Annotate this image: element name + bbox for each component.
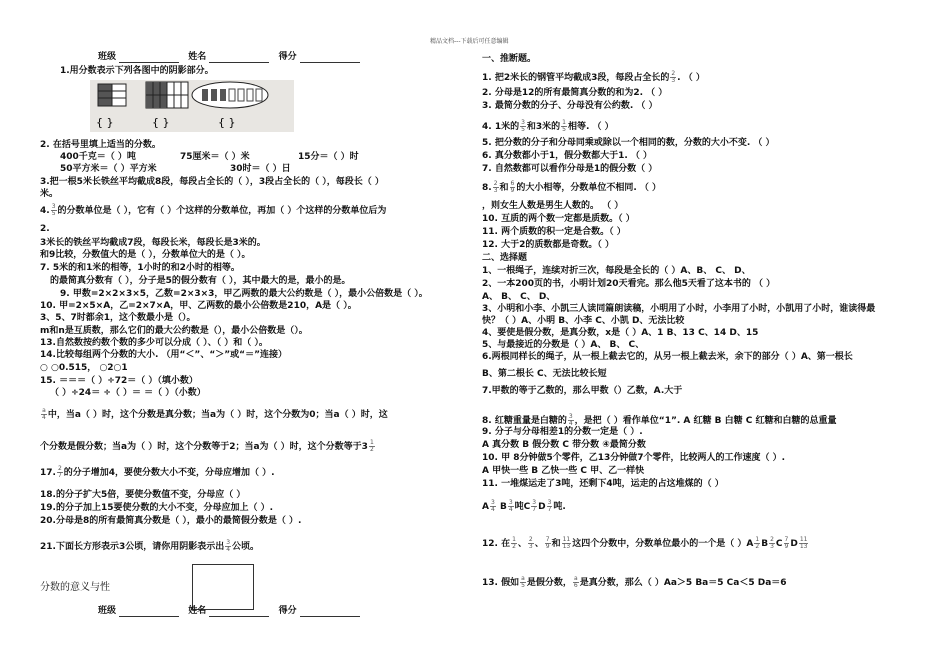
q17 <box>40 466 275 479</box>
c-q11-frac-b <box>508 500 514 513</box>
q2-b: 75厘米＝（ ）米 <box>180 152 250 162</box>
r12c-num: 7 <box>545 536 550 543</box>
r4a-den: 5 <box>521 126 525 133</box>
name-blank-bottom[interactable] <box>209 607 269 617</box>
c-q10-options: A 甲快一些 B 乙快一些 C 甲、乙一样快 <box>482 466 645 476</box>
c-q5: 5、与最接近的分数是（ ）A、 B、 C、 <box>482 340 645 350</box>
name-label: 姓名 <box>188 52 207 62</box>
r12f-den: 3 <box>770 543 774 550</box>
q16-text: 中，当a（ ）时，这个分数是真分数；当a为（ ）时，这个分数为0；当a（ ）时，这 <box>47 410 388 420</box>
name-blank[interactable] <box>209 53 269 63</box>
q16-mixed-fraction <box>369 440 375 453</box>
q21 <box>40 540 259 553</box>
c-q2: 2、一本200页的书，小明计划20天看完。那么他5天看了这本书的 （ ） <box>482 279 776 289</box>
c-q11-a: A <box>482 502 489 512</box>
c-q7: 7.甲数的等于乙数的，那么甲数（）乙数，A.大于 <box>482 386 683 396</box>
c-q13-options: 是真分数，那么（ ）Aa＞5 Ba＝5 Ca＜5 Da＝6 <box>579 578 787 588</box>
c-q12-frac-b <box>528 537 534 550</box>
r11d-num: 3 <box>547 499 552 506</box>
c-q11-d: D <box>538 502 546 512</box>
svg-text:{ }: { } <box>218 116 236 129</box>
c-q2-options: A、 B、 C、 D、 <box>482 292 556 302</box>
r11d-den: 7 <box>547 506 552 513</box>
c-q11-unit: 吨. <box>553 502 566 512</box>
c-q4: 4、要使是假分数，是真分数，x是（ ）A、1 B、13 C、14 D、15 <box>482 328 759 338</box>
c-q12-b: B <box>761 539 769 549</box>
q17-den: 7 <box>57 472 62 479</box>
c-q12-text: 12. 在 <box>482 539 511 549</box>
r1-den: 3 <box>671 77 676 84</box>
r11a-den: 4 <box>490 506 495 513</box>
q17-number: 17. <box>40 468 56 478</box>
q1: 1.用分数表示下列各图中的阴影部分。 <box>60 66 214 76</box>
q7: 7. 5米的和1米的相等，1小时的和2小时的相等。 <box>40 263 240 273</box>
r11b-den: 4 <box>508 506 513 513</box>
r-q4-b: 和3米的 <box>526 122 561 132</box>
q2-e: 30时＝（ ）日 <box>230 164 291 174</box>
r12b-den: 3 <box>528 543 533 550</box>
r-q5: 5. 把分数的分子和分母同乘或除以一个相同的数，分数的大小不变. （ ） <box>482 138 775 148</box>
r13a-num: a <box>521 575 525 582</box>
c-q3: 3、小明和小李、小凯三人读同篇朗读稿，小明用了小时，小李用了小时，小凯用了小时，谁读得最 <box>482 304 876 314</box>
r8a-num: 2 <box>493 180 498 187</box>
q15: 15. ＝＝＝（ ）÷72＝（ ）（填小数） <box>40 376 198 386</box>
q4-number: 4. <box>40 206 50 216</box>
r12g-num: 7 <box>784 536 789 543</box>
r12d-den: 13 <box>562 543 571 550</box>
r1-num: 2 <box>671 70 676 77</box>
r8b-den: 9 <box>510 187 515 194</box>
c-q12-sep2: 、 <box>534 539 544 549</box>
c-q12-frac-a <box>511 537 517 550</box>
q2-c: 15分＝（ ）时 <box>298 152 359 162</box>
c-q8-options: ，是把（ ）看作单位“1”. A 红糖 B 白糖 C 红糖和白糖的总重量 <box>574 416 837 426</box>
q16 <box>40 408 388 421</box>
r-q4-a: 4. 1米的 <box>482 122 520 132</box>
q4-den: 5 <box>51 210 56 217</box>
r13b-den: 6 <box>573 582 578 589</box>
q8: 的最简真分数有（ ），分子是5的假分数有（ ），其中最大的是，最小的是。 <box>50 276 351 286</box>
shaded-figures <box>90 80 294 132</box>
r-q3: 3. 最简分数的分子、分母没有公约数. （ ） <box>482 101 658 111</box>
c-q11-frac-c <box>531 500 537 513</box>
r-q8-text: 的大小相等，分数单位不相同. （ ） <box>516 183 662 193</box>
q6: 和9比较，分数值大的是（ ），分数单位大的是（ ）。 <box>40 250 251 260</box>
c-q12-sep1: 、 <box>517 539 527 549</box>
score-blank[interactable] <box>300 53 360 63</box>
q21-den: 4 <box>226 546 231 553</box>
r4b-num: 1 <box>562 119 566 126</box>
q9: 9. 甲数=2×2×3×5，乙数=2×3×3，甲乙两数的最大公约数是（ ），最小公倍数是（ ）。 <box>60 289 428 299</box>
r-q8-frac-b <box>510 181 516 194</box>
q20: 20.分母是8的所有最简真分数是（ ），最小的最简假分数是（ ）. <box>40 516 302 526</box>
r-q6: 6. 真分数都小于1，假分数都大于1. （ ） <box>482 151 653 161</box>
q2-a: 400千克＝（ ）吨 <box>60 152 136 162</box>
q5: 3米长的铁丝平均截成7段，每段长米，每段长是3米的。 <box>40 238 266 248</box>
r12c-den: 9 <box>545 543 550 550</box>
q21-fraction <box>225 540 231 553</box>
right-column <box>482 0 932 672</box>
q13: 13.自然数按约数个数的多少可以分成（ ）、（ ）和（ ）。 <box>40 338 268 348</box>
r8a-den: 3 <box>493 187 498 194</box>
q4-num: 3 <box>51 203 56 210</box>
c-q12-opt-d <box>799 537 809 550</box>
r12e-num: 1 <box>755 536 760 543</box>
r-q4-frac-a <box>520 120 526 133</box>
c-q12-frac-d <box>562 537 572 550</box>
r4a-num: 3 <box>521 119 525 126</box>
c-q10: 10. 甲 8分钟做5个零件，乙13分钟做7个零件，比较两人的工作速度（ ）. <box>482 453 786 463</box>
r12d-num: 11 <box>562 536 571 543</box>
r-q8-frac-a <box>493 181 499 194</box>
score-label: 得分 <box>278 52 297 62</box>
watermark: 精品文档---下载后可任意编辑 <box>430 38 509 45</box>
c-q11-options <box>482 500 566 513</box>
q15-cont: （ ）÷24＝ ÷（ ）＝ ＝（ ）（小数） <box>50 388 206 398</box>
r-q8-and: 和 <box>499 183 509 193</box>
q17-fraction <box>57 466 63 479</box>
rectangle-3-hectares[interactable] <box>192 564 254 610</box>
r-q9: ，则女生人数是男生人数的。 （ ） <box>482 201 624 211</box>
r12e-den: 2 <box>755 543 760 550</box>
q10: 10. 甲=2×5×A，乙=2×7×A，甲、乙两数的最小公倍数是210，A是（ ）。 <box>40 301 357 311</box>
left-column <box>40 0 480 672</box>
c-q8-text: 8. 红糖重量是白糖的 <box>482 416 567 426</box>
r12f-num: 2 <box>770 536 774 543</box>
section-title: 分数的意义与性 <box>40 582 110 593</box>
c-q12-frac-c <box>545 537 551 550</box>
score-blank-bottom[interactable] <box>300 607 360 617</box>
c-q12-and: 和 <box>551 539 561 549</box>
c-q12-opt-c <box>784 537 790 550</box>
r13b-num: a <box>573 575 578 582</box>
class-label-bottom: 班级 <box>98 606 117 616</box>
r4b-den: 5 <box>562 126 566 133</box>
q16-den: 4 <box>42 414 46 421</box>
q16-cont-text: 个分数是假分数；当a为（ ）时，这个分数等于2；当a为（ ）时，这个分数等于3 <box>40 442 368 452</box>
r12a-den: 2 <box>512 543 516 550</box>
r-q8-num: 8. <box>482 183 492 193</box>
q16-cont <box>40 440 376 453</box>
q11: 3、5、7时都余1，这个数最小是（）。 <box>40 313 196 323</box>
c-q9-options: A 真分数 B 假分数 C 带分数 ④最简分数 <box>482 440 646 450</box>
q18: 18.的分子扩大5倍，要使分数值不变，分母应（ ） <box>40 490 246 500</box>
r12h-num: 11 <box>799 536 808 543</box>
q17-num: 2 <box>57 465 62 472</box>
q14-items: ○ ○0.515， ○2○1 <box>40 363 128 373</box>
q3-cont: 米。 <box>40 189 59 199</box>
r12h-den: 13 <box>799 543 808 550</box>
r-q1 <box>482 71 705 84</box>
q12: m和n是互质数，那么它们的最大公约数是（），最小公倍数是（）。 <box>40 326 308 336</box>
fraction-figures <box>90 80 294 132</box>
r-q4-c: 相等. （ ） <box>568 122 614 132</box>
r-q11: 11. 两个质数的积一定是合数。（ ） <box>482 227 626 237</box>
c-q1: 1、一根绳子，连续对折三次，每段是全长的（ ）A、B、 C、 D、 <box>482 266 751 276</box>
c-q13-frac-a <box>520 576 526 589</box>
c-q12 <box>482 537 809 550</box>
class-blank[interactable] <box>119 53 179 63</box>
svg-text:{ }: { } <box>96 116 114 129</box>
c-q11-frac-d <box>547 500 553 513</box>
c-q8 <box>482 414 837 427</box>
r8b-num: 6 <box>510 180 515 187</box>
q16b-num: 1 <box>369 439 374 446</box>
q19: 19.的分子加上15要使分数的大小不变，分母应加上（ ）. <box>40 503 274 513</box>
c-q12-question: 这四个分数中，分数单位最小的一个是（ ）A <box>572 539 754 549</box>
choice-heading: 二、选择题 <box>482 253 528 263</box>
q21-suffix: 公顷。 <box>232 542 260 552</box>
c-q12-opt-b <box>769 537 775 550</box>
q16b-den: 2 <box>369 446 374 453</box>
c-q13-text: 13. 假如 <box>482 578 520 588</box>
q16-fraction <box>41 408 47 421</box>
q21-text: 21.下面长方形表示3公顷，请你用阴影表示出 <box>40 542 225 552</box>
svg-text:{ }: { } <box>152 116 170 129</box>
r11a-num: 3 <box>490 499 495 506</box>
q3: 3.把一根5米长铁丝平均截成8段，每段占全长的（ ），3段占全长的（ ），每段长（ ） <box>40 177 384 187</box>
c-q12-opt-a <box>754 537 760 550</box>
c-q11-frac-a <box>490 500 496 513</box>
c-q3-options: 快？（ ）A、小明 B、小李 C、小凯 D、无法比较 <box>482 316 685 326</box>
q4-cont: 2. <box>40 224 50 234</box>
r-q1-suffix: . （ ） <box>677 73 705 83</box>
r-q4 <box>482 120 614 133</box>
q17-text: 的分子增加4，要使分数大小不变，分母应增加（ ）. <box>63 468 275 478</box>
q14: 14.比较每组两个分数的大小. （用“＜”、“＞”或“＝”连接） <box>40 350 287 360</box>
c-q9: 9. 分子与分母相差1的分数一定是（ ）. <box>482 427 643 437</box>
c-q12-c: C <box>775 539 783 549</box>
r-q1-text: 1. 把2米长的钢管平均截成3段，每段占全长的 <box>482 73 670 83</box>
r-q7: 7. 自然数都可以看作分母是1的假分数（ ） <box>482 164 658 174</box>
r12g-den: 9 <box>784 543 789 550</box>
c-q11-c: 吨C <box>514 502 531 512</box>
r12b-num: 2 <box>528 536 533 543</box>
r11c-num: 3 <box>532 499 537 506</box>
c-q8-fraction: $\frac{3}{4}$ <box>568 413 573 427</box>
name-label-bottom: 姓名 <box>188 606 207 616</box>
c-q12-d: D <box>790 539 798 549</box>
r12a-num: 1 <box>512 536 516 543</box>
c-q13-mid: 是假分数， <box>526 578 572 588</box>
class-blank-bottom[interactable] <box>119 607 179 617</box>
r-q10: 10. 互质的两个数一定都是质数。（ ） <box>482 214 635 224</box>
q4 <box>40 204 386 217</box>
q4-fraction <box>51 204 57 217</box>
c-q13 <box>482 576 787 589</box>
r-q8 <box>482 181 661 194</box>
q2: 2. 在括号里填上适当的分数。 <box>40 140 161 150</box>
q16-num: a <box>42 407 46 414</box>
class-label: 班级 <box>98 52 117 62</box>
r-q1-fraction <box>670 71 676 84</box>
q4-text: 的分数单位是（ ），它有（ ）个这样的分数单位，再加（ ）个这样的分数单位后为 <box>57 206 387 216</box>
c-q11-b: B <box>499 502 507 512</box>
r-q12: 12. 大于2的质数都是奇数。（ ） <box>482 240 614 250</box>
r-q2: 2. 分母是12的所有最简真分数的和为2. （ ） <box>482 88 668 98</box>
score-label-bottom: 得分 <box>278 606 297 616</box>
r11c-den: 7 <box>532 506 537 513</box>
judge-heading: 一、推断题。 <box>482 54 537 64</box>
c-q13-frac-b <box>573 576 579 589</box>
r13a-den: 5 <box>521 582 525 589</box>
c-q6-options: B、第二根长 C、无法比较长短 <box>482 369 607 379</box>
c-q11: 11. 一堆煤运走了3吨，还剩下4吨，运走的占这堆煤的（ ） <box>482 479 724 489</box>
q21-num: 3 <box>226 539 231 546</box>
r-q4-frac-b <box>561 120 567 133</box>
c-q6: 6.两根同样长的绳子，从一根上截去它的，从另一根上截去米，余下的部分（ ）A、第一根长 <box>482 352 853 362</box>
r11b-num: 3 <box>508 499 513 506</box>
q2-d: 50平方米＝（ ）平方米 <box>60 164 157 174</box>
